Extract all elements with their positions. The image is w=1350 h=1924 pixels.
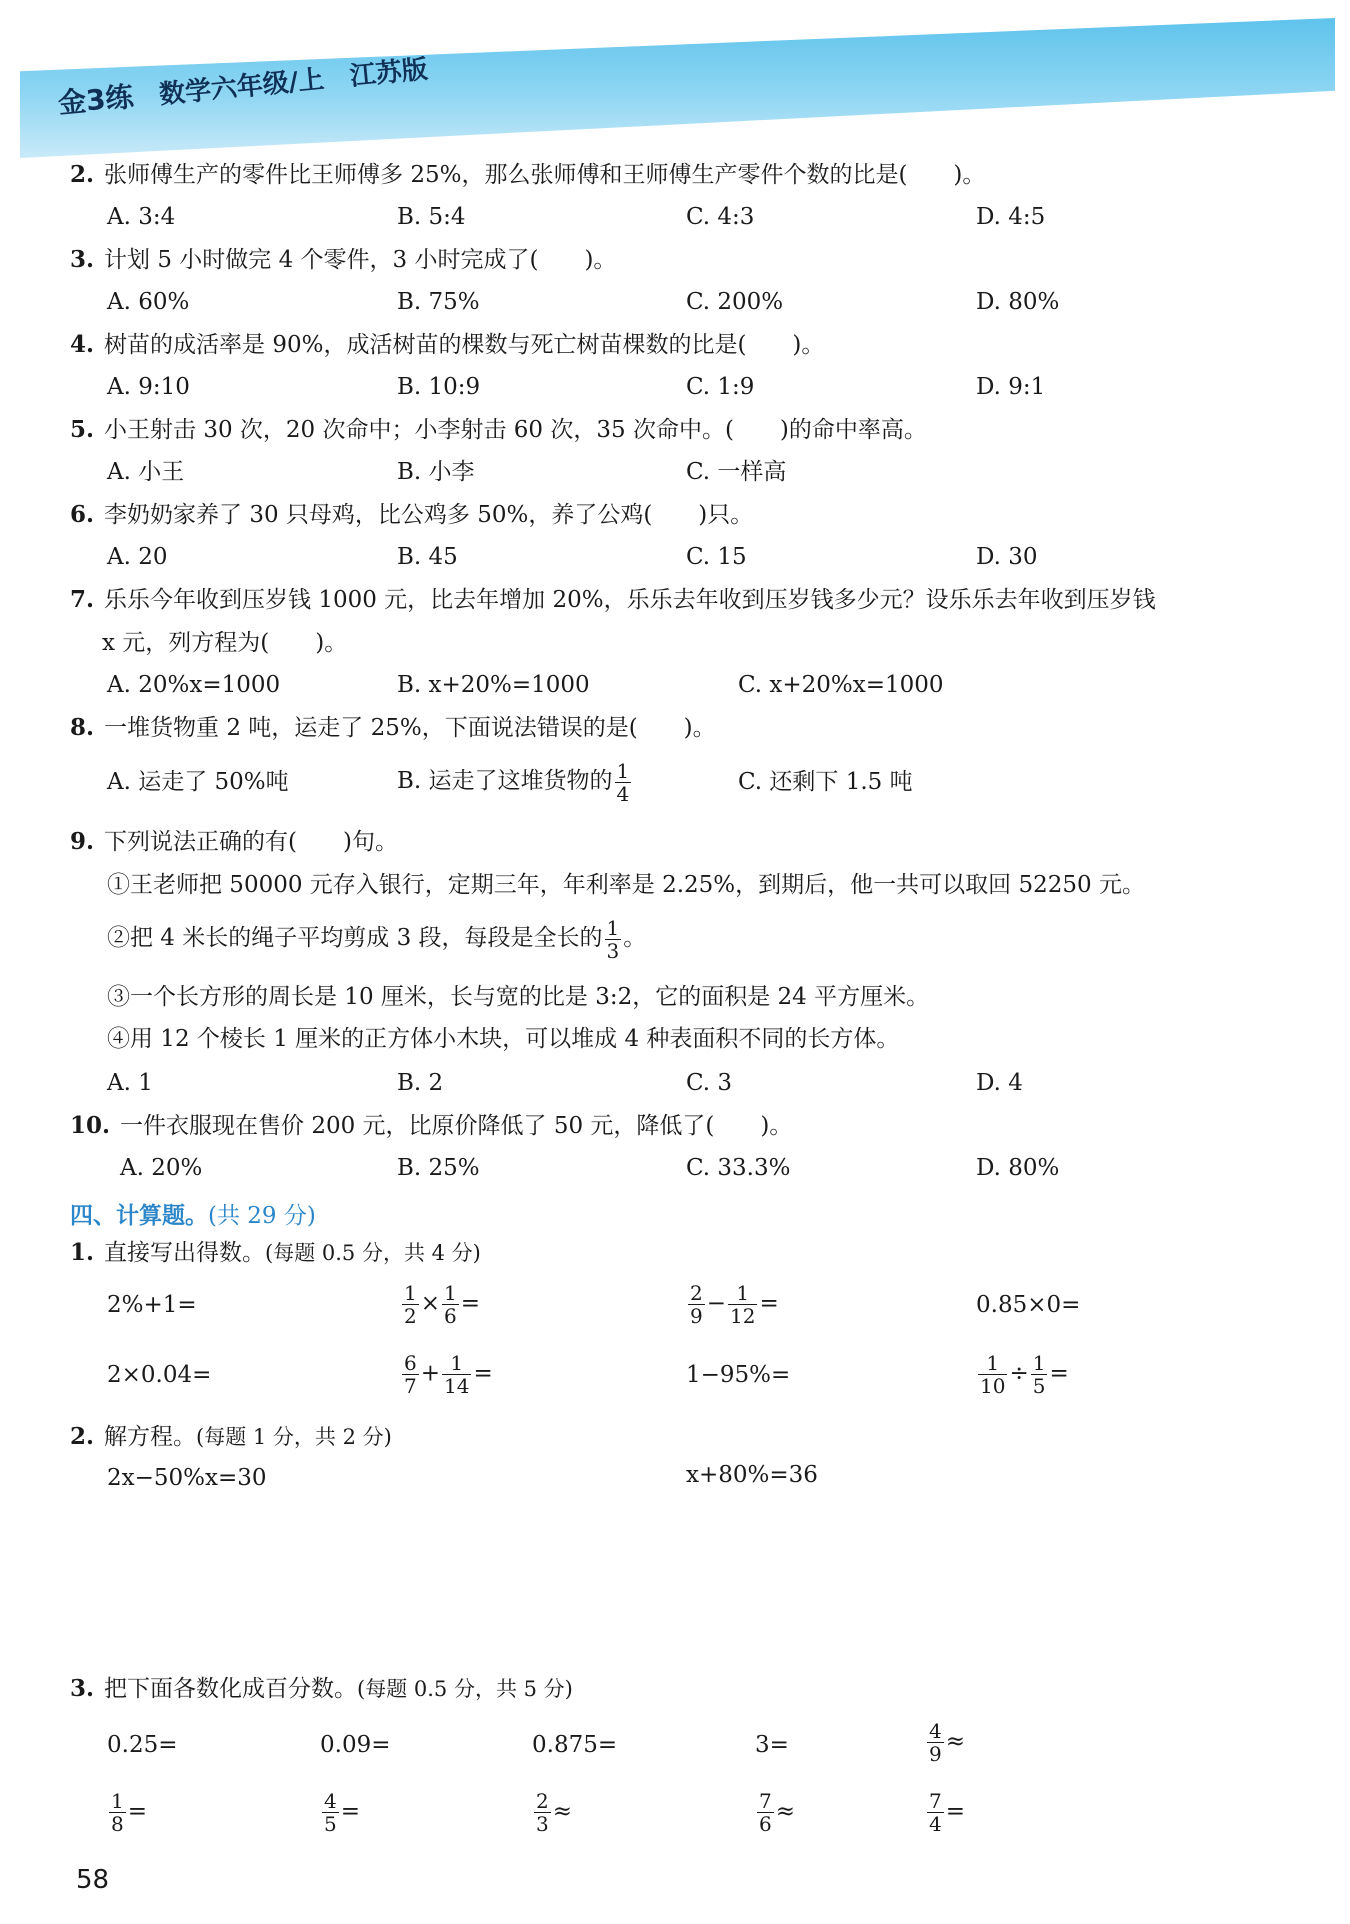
fraction: [402, 1282, 419, 1327]
question-text: 乐乐今年收到压岁钱 1000 元，比去年增加 20%，乐乐去年收到压岁钱多少元？设乐乐去年收到压岁钱: [104, 587, 1156, 613]
numerator: 1: [111, 1789, 124, 1813]
option-b[interactable]: [397, 756, 633, 806]
fraction: [442, 1282, 459, 1327]
question-text: 解方程。: [104, 1424, 197, 1450]
question-number: 2.: [70, 1423, 95, 1450]
denominator: 6: [759, 1812, 772, 1836]
fraction: [322, 1790, 339, 1835]
convert-r1c5: [925, 1720, 965, 1765]
fraction: [109, 1790, 126, 1835]
equation-2: x+80%=36: [686, 1462, 818, 1488]
question-note: (每题 1 分，共 2 分): [196, 1425, 392, 1449]
edition-label: 江苏版: [348, 54, 430, 92]
question-text: 下列说法正确的有( )句。: [104, 829, 398, 855]
equals: =: [1049, 1360, 1069, 1387]
option-b[interactable]: B. 75%: [397, 289, 480, 315]
option-b[interactable]: B. 25%: [397, 1155, 480, 1181]
question-text: 树苗的成活率是 90%，成活树苗的棵数与死亡树苗棵数的比是( )。: [104, 332, 825, 358]
question-number: 9.: [70, 828, 95, 855]
question-note: (每题 0.5 分，共 5 分): [357, 1677, 573, 1701]
equals: =: [460, 1290, 481, 1317]
question-4: [70, 330, 824, 360]
denominator: 6: [444, 1304, 457, 1328]
convert-r1c1: 0.25=: [107, 1732, 178, 1758]
option-c[interactable]: C. 15: [686, 544, 747, 570]
option-b[interactable]: B. 45: [397, 544, 458, 570]
numerator: 4: [929, 1719, 942, 1743]
expr-r2c2: [400, 1352, 493, 1397]
question-number: 5.: [70, 416, 95, 443]
subject-label: 数学六年级/上: [157, 64, 326, 111]
question-text: 把下面各数化成百分数。: [104, 1676, 358, 1702]
expr-r2c3: 1−95%=: [686, 1362, 791, 1388]
option-b[interactable]: B. 5:4: [397, 204, 466, 230]
expr-r1c3: [686, 1282, 779, 1327]
equals: =: [340, 1798, 361, 1825]
fraction: [442, 1352, 471, 1397]
denominator: 12: [730, 1304, 756, 1328]
fraction: [534, 1790, 551, 1835]
question-number: 10.: [70, 1112, 111, 1139]
option-a[interactable]: A. 运走了 50%吨: [107, 769, 289, 795]
option-b[interactable]: B. 2: [397, 1070, 444, 1096]
operator: ÷: [1009, 1360, 1029, 1387]
question-2: [70, 160, 985, 190]
question-text: 一件衣服现在售价 200 元，比原价降低了 50 元，降低了( )。: [120, 1113, 793, 1139]
calc-question-2: [70, 1422, 392, 1452]
operator: +: [420, 1360, 441, 1387]
fraction: [605, 917, 622, 962]
option-a[interactable]: A. 3:4: [107, 204, 176, 230]
option-a[interactable]: A. 20%x=1000: [107, 672, 281, 698]
option-c[interactable]: C. x+20%x=1000: [738, 672, 944, 698]
expr-r1c2: [400, 1282, 480, 1327]
numerator: 1: [442, 1352, 471, 1375]
option-a[interactable]: A. 1: [107, 1070, 153, 1096]
statement-4: ④用 12 个棱长 1 厘米的正方体小木块，可以堆成 4 种表面积不同的长方体。: [107, 1026, 900, 1052]
option-c[interactable]: C. 33.3%: [686, 1155, 791, 1181]
question-number: 3.: [70, 246, 95, 273]
statement-2: [107, 912, 646, 964]
equals: =: [473, 1360, 493, 1387]
question-note: (每题 0.5 分，共 4 分): [265, 1241, 481, 1265]
equals: =: [759, 1290, 779, 1317]
denominator: 2: [404, 1304, 417, 1328]
approx: ≈: [945, 1728, 966, 1755]
question-number: 7.: [70, 586, 95, 613]
option-a[interactable]: A. 60%: [107, 289, 190, 315]
convert-r2c1: [107, 1790, 147, 1835]
section-title: [70, 1197, 316, 1230]
option-c[interactable]: C. 还剩下 1.5 吨: [738, 769, 913, 795]
denominator: 14: [444, 1374, 470, 1398]
page-number: 58: [76, 1865, 110, 1895]
fraction: [978, 1352, 1007, 1397]
section-title-text: 四、计算题。: [70, 1202, 208, 1229]
question-text: 一堆货物重 2 吨，运走了 25%，下面说法错误的是( )。: [104, 715, 716, 741]
fraction: [927, 1720, 944, 1765]
question-7-continued: x 元，列方程为( )。: [102, 630, 348, 656]
numerator: 1: [616, 758, 630, 783]
convert-r2c4: [755, 1790, 795, 1835]
fraction: [402, 1352, 419, 1397]
equation-1: 2x−50%x=30: [107, 1465, 267, 1491]
question-7: [70, 585, 1156, 615]
numerator: 1: [444, 1281, 457, 1305]
option-b[interactable]: B. x+20%=1000: [397, 672, 590, 698]
question-text: 小王射击 30 次，20 次命中；小李射击 60 次，35 次命中。( )的命中率高。: [104, 417, 927, 443]
option-d[interactable]: D. 9:1: [976, 374, 1046, 400]
numerator: 1: [728, 1282, 757, 1305]
approx: ≈: [552, 1798, 573, 1825]
numerator: 2: [690, 1281, 703, 1305]
question-number: 4.: [70, 331, 95, 358]
question-8: [70, 713, 716, 743]
option-c[interactable]: C. 1:9: [686, 374, 755, 400]
question-5: [70, 415, 927, 445]
expr-r2c1: 2×0.04=: [107, 1362, 212, 1388]
option-c[interactable]: C. 200%: [686, 289, 784, 315]
numerator: 1: [606, 915, 620, 940]
operator: ×: [420, 1290, 441, 1317]
numerator: 1: [978, 1352, 1007, 1375]
option-c[interactable]: C. 一样高: [686, 459, 787, 485]
expr-r2c4: [976, 1352, 1069, 1397]
fraction: [615, 760, 632, 805]
statement-3: ③一个长方形的周长是 10 厘米，长与宽的比是 3:2，它的面积是 24 平方厘米。: [107, 984, 930, 1010]
calc-question-1: [70, 1238, 481, 1268]
option-c[interactable]: C. 3: [686, 1070, 733, 1096]
fraction: [757, 1790, 774, 1835]
fraction: [728, 1282, 757, 1327]
question-10: [70, 1111, 792, 1141]
numerator: 6: [404, 1351, 417, 1375]
question-text: 直接写出得数。: [104, 1240, 266, 1266]
option-d[interactable]: D. 4: [976, 1070, 1023, 1096]
denominator: 5: [1032, 1374, 1046, 1398]
expr-r1c4: 0.85×0=: [976, 1292, 1081, 1318]
denominator: 8: [111, 1812, 124, 1836]
convert-r1c4: 3=: [755, 1732, 789, 1758]
question-text: 张师傅生产的零件比王师傅多 25%，那么张师傅和王师傅生产零件个数的比是( )。: [104, 162, 986, 188]
denominator: 4: [929, 1812, 942, 1836]
denominator: 9: [929, 1742, 942, 1766]
question-text: 李奶奶家养了 30 只母鸡，比公鸡多 50%，养了公鸡( )只。: [104, 502, 754, 528]
option-a[interactable]: A. 9:10: [107, 374, 190, 400]
denominator: 7: [404, 1374, 417, 1398]
convert-r2c2: [320, 1790, 360, 1835]
statement-1: ①王老师把 50000 元存入银行，定期三年，年利率是 2.25%，到期后，他一共可以取回 52250 元。: [107, 872, 1145, 898]
denominator: 10: [980, 1374, 1006, 1398]
denominator: 3: [536, 1812, 549, 1836]
option-d[interactable]: D. 80%: [976, 289, 1060, 315]
question-number: 8.: [70, 714, 95, 741]
numerator: 1: [1032, 1351, 1046, 1375]
denominator: 4: [616, 781, 630, 806]
numerator: 7: [929, 1789, 942, 1813]
statement-2-end: 。: [623, 925, 647, 951]
question-number: 3.: [70, 1675, 95, 1702]
question-6: [70, 500, 753, 530]
option-d[interactable]: D. 80%: [976, 1155, 1060, 1181]
convert-r2c3: [532, 1790, 572, 1835]
numerator: 2: [536, 1789, 549, 1813]
brand-label: 金3练: [56, 79, 135, 121]
convert-r2c5: [925, 1790, 965, 1835]
expr-r1c1: 2%+1=: [107, 1292, 197, 1318]
question-3: [70, 245, 616, 275]
question-number: 6.: [70, 501, 95, 528]
option-d[interactable]: D. 30: [976, 544, 1038, 570]
fraction: [688, 1282, 705, 1327]
question-9: [70, 827, 398, 857]
numerator: 4: [324, 1789, 337, 1813]
fraction: [1031, 1352, 1048, 1397]
option-b[interactable]: B. 10:9: [397, 374, 481, 400]
fraction: [927, 1790, 944, 1835]
numerator: 1: [404, 1281, 417, 1305]
section-score: (共 29 分): [208, 1203, 316, 1229]
equals: =: [127, 1798, 148, 1825]
convert-r1c3: 0.875=: [532, 1732, 618, 1758]
question-text: 计划 5 小时做完 4 个零件，3 小时完成了( )。: [104, 247, 617, 273]
numerator: 7: [759, 1789, 772, 1813]
option-a[interactable]: A. 小王: [107, 459, 185, 485]
equals: =: [945, 1798, 966, 1825]
statement-2-text: ②把 4 米长的绳子平均剪成 3 段，每段是全长的: [107, 925, 603, 951]
approx: ≈: [775, 1798, 796, 1825]
option-d[interactable]: D. 4:5: [976, 204, 1046, 230]
option-a[interactable]: A. 20%: [120, 1155, 203, 1181]
question-number: 2.: [70, 161, 95, 188]
option-c[interactable]: C. 4:3: [686, 204, 755, 230]
denominator: 9: [690, 1304, 703, 1328]
option-b[interactable]: B. 小李: [397, 459, 475, 485]
option-b-text: B. 运走了这堆货物的: [397, 768, 613, 794]
denominator: 5: [324, 1812, 337, 1836]
convert-r1c2: 0.09=: [320, 1732, 391, 1758]
question-number: 1.: [70, 1239, 95, 1266]
option-a[interactable]: A. 20: [107, 544, 168, 570]
calc-question-3: [70, 1674, 573, 1704]
operator: −: [706, 1290, 727, 1317]
denominator: 3: [606, 938, 620, 963]
